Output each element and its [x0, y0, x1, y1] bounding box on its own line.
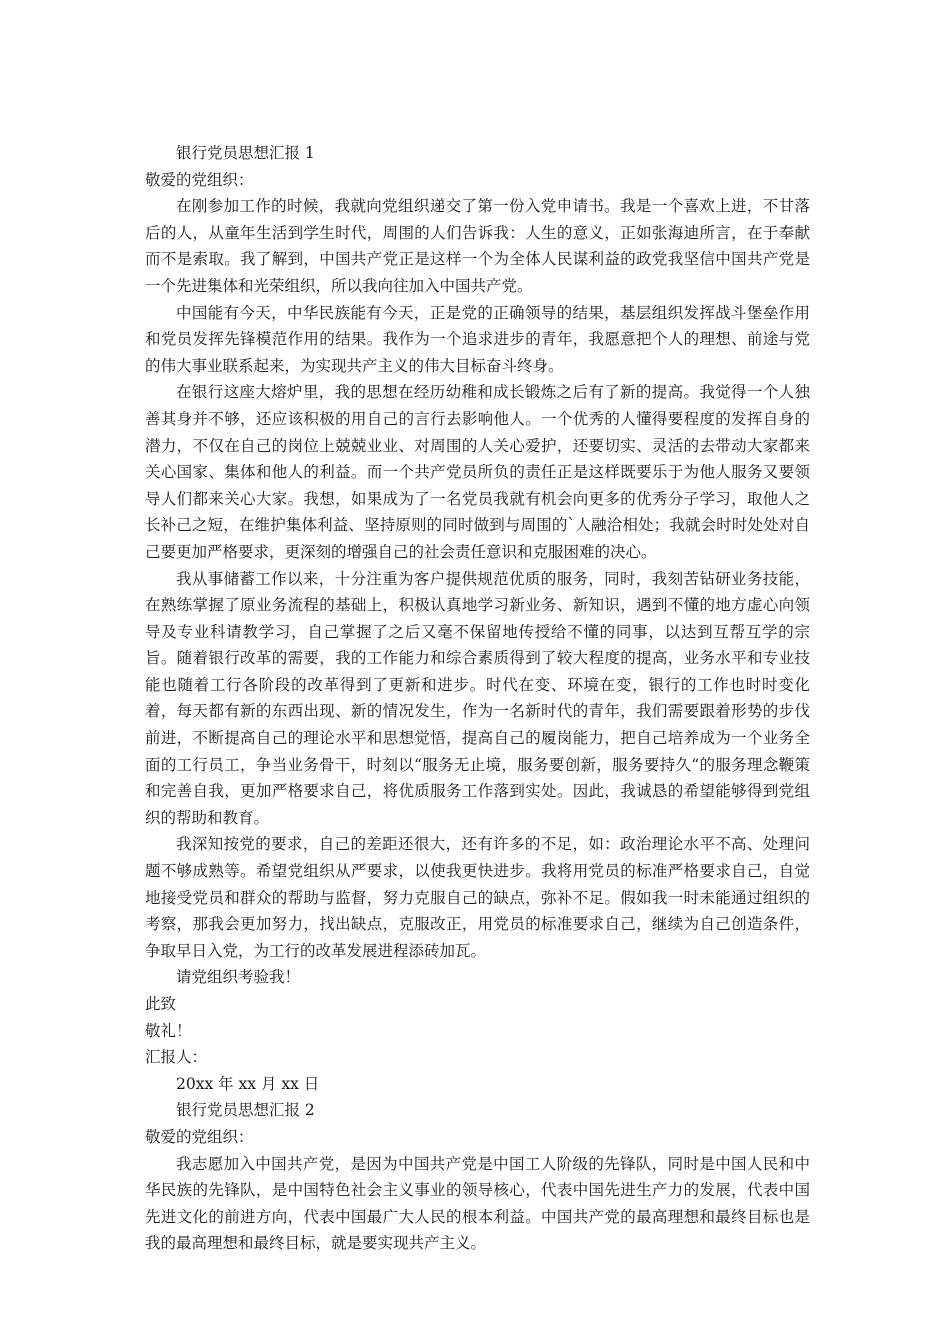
report-1-paragraph: 我从事储蓄工作以来，十分注重为客户提供规范优质的服务，同时，我刻苦钻研业务技能，在熟练掌握了原业务流程的基础上，积极认真地学习新业务、新知识，遇到不懂的地方虚心向领导及专业科请教学习，自己掌握了之后又毫不保留地传授给不懂的同事，以达到互帮互学的宗旨。随着银行改革的需要，我的工作能力和综合素质得到了较大程度的提高，业务水平和专业技能也随着工行各阶段的改革得到了更新和进步。时代在变、环境在变，银行的工作也时时变化着，每天都有新的东西出现、新的情况发生，作为一名新时代的青年，我们需要跟着形势的步伐前进，不断提高自己的理论水平和思想觉悟，提高自己的履岗能力，把自己培养成为一个业务全面的工行员工，争当业务骨干，时刻以“服务无止境，服务要创新，服务要持久“的服务理念鞭策和完善自我，更加严格要求自己，将优质服务工作落到实处。因此，我诚恳的希望能够得到党组织的帮助和教育。 [145, 569, 810, 827]
report-1-paragraph: 请党组织考验我！ [176, 968, 301, 987]
report-1-salute: 敬礼！ [145, 1021, 192, 1040]
report-1-closing: 此致 [145, 995, 177, 1013]
report-1-paragraph: 在银行这座大熔炉里，我的思想在经历幼稚和成长锻炼之后有了新的提高。我觉得一个人独善其身并不够，还应该积极的用自己的言行去影响他人。一个优秀的人懂得要程度的发挥自身的潜力，不仅在自己的岗位上兢兢业业、对周围的人关心爱护，还要切实、灵活的去带动大家都来关心国家、集体和他人的利益。而一个共产党员所负的责任正是这样既要乐于为他人服务又要领导人们都来关心大家。我想，如果成为了一名党员我就有机会向更多的优秀分子学习，取他人之长补己之短，在维护集体利益、坚持原则的同时做到与周围的`人融洽相处；我就会时时处处对自己要更加严格要求，更深刻的增强自己的社会责任意识和克服困难的决心。 [145, 383, 810, 561]
report-1-reporter: 汇报人： [145, 1048, 208, 1067]
report-1-paragraph: 在刚参加工作的时候，我就向党组织递交了第一份入党申请书。我是一个喜欢上进，不甘落后的人，从童年生活到学生时代，周围的人们告诉我：人生的意义，正如张海迪所言，在于奉献而不是索取。我了解到，中国共产党正是这样一个为全体人民谋利益的政党我坚信中国共产党是一个先进集体和光荣组织，所以我向往加入中国共产党。 [145, 197, 810, 295]
report-1-date: 20xx 年 xx 月 xx 日 [176, 1074, 320, 1093]
report-1-paragraph: 我深知按党的要求，自己的差距还很大，还有许多的不足，如：政治理论水平不高、处理问题不够成熟等。希望党组织从严要求，以使我更快进步。我将用党员的标准严格要求自己，自觉地接受党员和群众的帮助与监督，努力克服自己的缺点，弥补不足。假如我一时未能通过组织的考察，那我会更加努力，找出缺点，克服改正，用党员的标准要求自己，继续为自己创造条件，争取早日入党，为工行的改革发展进程添砖加瓦。 [145, 835, 810, 960]
report-2-paragraph: 我志愿加入中国共产党，是因为中国共产党是中国工人阶级的先锋队，同时是中国人民和中华民族的先锋队，是中国特色社会主义事业的领导核心，代表中国先进生产力的发展，代表中国先进文化的前进方向，代表中国最广大人民的根本利益。中国共产党的最高理想和最终目标也是我的最高理想和最终目标，就是要实现共产主义。 [145, 1154, 810, 1253]
report-2-title: 银行党员思想汇报 2 [176, 1101, 315, 1120]
report-1-title: 银行党员思想汇报 1 [176, 144, 315, 162]
report-1-salutation: 敬爱的党组织： [145, 170, 254, 189]
document-body [145, 140, 810, 1257]
report-2-salutation: 敬爱的党组织： [145, 1127, 254, 1146]
report-1-paragraph: 中国能有今天，中华民族能有今天，正是党的正确领导的结果，基层组织发挥战斗堡垒作用和党员发挥先锋模范作用的结果。我作为一个追求进步的青年，我愿意把个人的理想、前途与党的伟大事业联系起来，为实现共产主义的伟大目标奋斗终身。 [145, 303, 810, 375]
